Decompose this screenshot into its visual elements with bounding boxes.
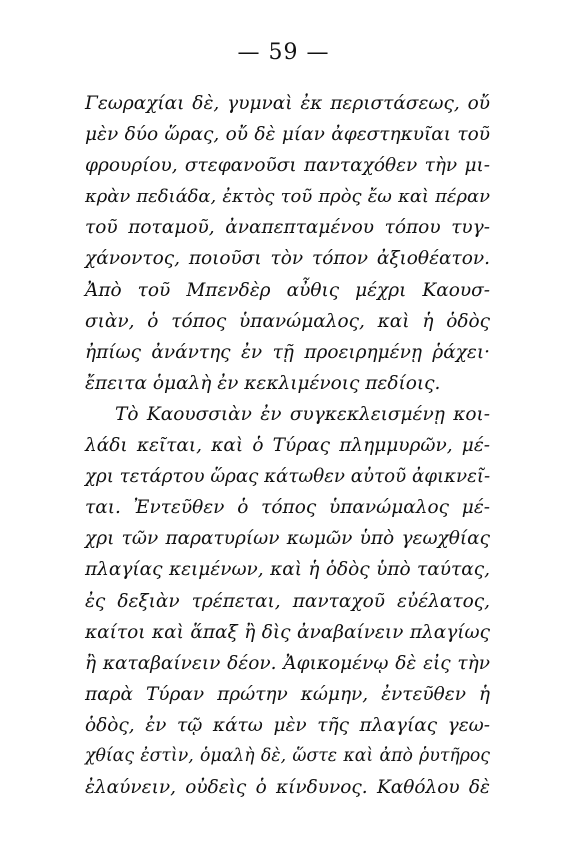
text-line: Τὸ Καουσσιὰν ἐν συγκεκλεισμένῃ κοι- <box>115 403 490 425</box>
text-line: Γεωραχίαι δὲ, γυμναὶ ἐκ περιστάσεως, οὔ <box>85 93 490 114</box>
text-line: ὁδὸς, ἐν τῷ κάτω μὲν τῆς πλαγίας γεω- <box>85 714 490 736</box>
page-number: — 59 — <box>237 40 330 65</box>
text-line: ἔπειτα ὁμαλὴ ἐν κεκλιμένοις πεδίοις. <box>85 372 441 394</box>
text-line: χρι τετάρτου ὥρας κάτωθεν αὐτοῦ ἀφικνεῖ- <box>85 466 491 488</box>
text-line: καίτοι καὶ ἅπαξ ἢ δὶς ἀναβαίνειν πλαγίως <box>85 621 490 643</box>
text-line: λάδι κεῖται, καὶ ὁ Τύρας πλημμυρῶν, μέ- <box>85 435 490 457</box>
text-line: Ἀπὸ τοῦ Μπενδὲρ αὖθις μέχρι Καουσ- <box>85 279 490 301</box>
text-line: μὲν δύο ὥρας, οὔ δὲ μίαν ἀφεστηκυῖαι τοῦ <box>85 124 490 146</box>
text-line: παρὰ Τύραν πρώτην κώμην, ἐντεῦθεν ἡ <box>85 683 490 705</box>
text-line: σιὰν, ὁ τόπος ὑπανώμαλος, καὶ ἡ ὁδὸς <box>85 310 490 332</box>
text-line: χάνοντος, ποιοῦσι τὸν τόπον ἀξιοθέατον. <box>85 248 490 270</box>
text-line: χθίας ἐστὶν, ὁμαλὴ δὲ, ὥστε καὶ ἀπὸ ῥυτῆρος <box>85 745 490 766</box>
text-line: ἐλαύνειν, οὐδεὶς ὁ κίνδυνος. Καθόλου δὲ <box>85 777 490 799</box>
text-line: ἢ καταβαίνειν δέον. Ἀφικομένῳ δὲ εἰς τὴν <box>85 652 490 674</box>
body-text <box>85 88 490 803</box>
text-line: χρι τῶν παρατυρίων κωμῶν ὑπὸ γεωχθίας <box>85 528 490 550</box>
text-line: ἠπίως ἀνάντης ἐν τῇ προειρημένῃ ῥάχει· <box>85 341 490 363</box>
text-line: φρουρίου, στεφανοῦσι πανταχόθεν τὴν μι- <box>85 155 490 177</box>
text-line: ται. Ἐντεῦθεν ὁ τόπος ὑπανώμαλος μέ- <box>85 497 490 519</box>
text-line: ἐς δεξιὰν τρέπεται, πανταχοῦ εὐέλατος, <box>85 590 490 612</box>
text-line: κρὰν πεδιάδα, ἐκτὸς τοῦ πρὸς ἔω καὶ πέραν <box>85 186 490 208</box>
text-line: τοῦ ποταμοῦ, ἀναπεπταμένου τόπου τυγ- <box>85 217 490 239</box>
text-line: πλαγίας κειμένων, καὶ ἡ ὁδὸς ὑπὸ ταύτας, <box>85 559 490 581</box>
